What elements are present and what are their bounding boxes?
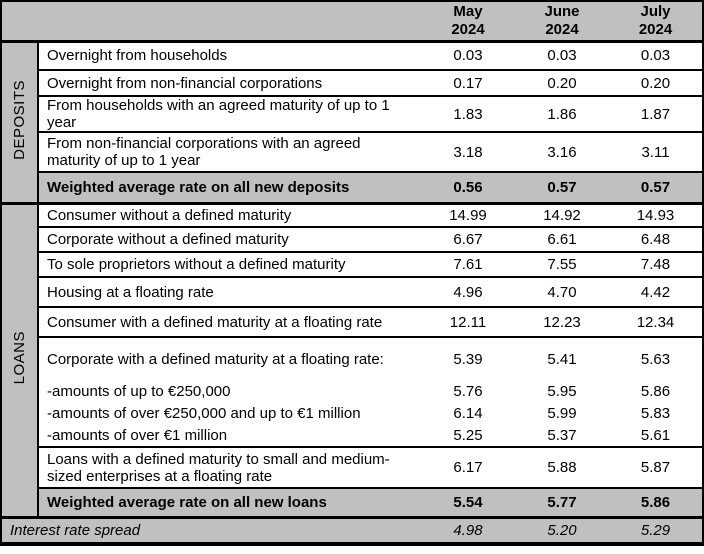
column-header-june	[515, 1, 609, 41]
rate-value: 4.70	[547, 283, 577, 301]
column-month: May	[453, 2, 483, 20]
rate-value: 0.20	[640, 74, 671, 92]
section-label-text: DEPOSITS	[11, 80, 28, 160]
rate-value: 6.67	[453, 231, 483, 248]
sub-row-label: -amounts of over €1 million	[47, 426, 228, 444]
rate-value: 0.57	[609, 172, 703, 203]
rate-value-stack	[609, 337, 703, 447]
rate-value: 1.87	[640, 105, 671, 123]
table-row-corporate-block	[1, 337, 703, 447]
rate-value: 0.03	[547, 47, 577, 65]
rate-value-stack	[515, 337, 609, 447]
rate-value-stack	[421, 337, 515, 447]
rate-value: 5.20	[515, 517, 609, 544]
table-row	[1, 227, 703, 252]
row-label	[38, 337, 421, 447]
rate-value: 5.63	[640, 350, 671, 368]
rate-value: 0.17	[453, 74, 483, 92]
table-row	[1, 41, 703, 70]
rate-value: 4.42	[640, 283, 671, 301]
rate-value: 0.03	[453, 47, 483, 65]
table-header-row	[1, 1, 703, 41]
rate-value: 1.83	[453, 105, 483, 123]
header-empty-cell	[1, 1, 421, 41]
rate-value: 0.20	[547, 74, 577, 92]
rate-value: 7.48	[640, 256, 671, 273]
rate-value: 5.61	[640, 426, 671, 444]
row-label: Consumer without a defined maturity	[47, 206, 292, 224]
rate-value: 5.95	[547, 382, 577, 400]
rate-value: 12.34	[636, 313, 675, 331]
table-row	[1, 96, 703, 132]
rate-value: 5.39	[453, 350, 483, 368]
row-label: Consumer with a defined maturity at a floating rate	[47, 313, 383, 331]
rate-value: 12.11	[449, 313, 487, 331]
row-label: From non-financial corporations with an agreed maturity of up to 1 year	[47, 135, 361, 169]
rate-value: 5.86	[640, 382, 671, 400]
table-row	[1, 203, 703, 227]
rate-value: 5.37	[547, 426, 577, 444]
rate-value: 5.76	[453, 382, 483, 400]
rate-value: 6.61	[547, 231, 577, 248]
rate-value: 7.61	[453, 256, 483, 273]
rate-value: 5.77	[515, 488, 609, 517]
rate-value: 1.86	[547, 105, 577, 123]
summary-row-loans	[1, 488, 703, 517]
section-label-loans	[1, 203, 38, 517]
rate-value: 14.93	[636, 206, 675, 224]
interest-rate-spread-row	[1, 517, 703, 544]
column-month: June	[544, 2, 580, 20]
rate-value: 5.87	[640, 459, 671, 476]
rate-value: 5.83	[640, 404, 671, 422]
row-label: Housing at a floating rate	[47, 283, 214, 301]
rate-value: 6.17	[453, 459, 483, 476]
rate-value: 6.48	[640, 231, 671, 248]
column-header-may	[421, 1, 515, 41]
row-label: To sole proprietors without a defined maturity	[47, 256, 346, 273]
rate-value: 4.98	[421, 517, 515, 544]
rate-value: 6.14	[453, 404, 483, 422]
rate-value: 14.99	[449, 206, 487, 224]
row-label: Overnight from households	[47, 47, 228, 65]
table-row	[1, 70, 703, 96]
summary-row-deposits	[1, 172, 703, 203]
corporate-floating-label: Corporate with a defined maturity at a floating rate:	[47, 350, 384, 368]
column-year: 2024	[451, 20, 485, 38]
row-label: From households with an agreed maturity of up to 1 year	[47, 97, 390, 131]
rate-value: 0.03	[640, 47, 671, 65]
sub-row-label: -amounts of over €250,000 and up to €1 million	[47, 404, 361, 422]
column-month: July	[640, 2, 671, 20]
table-row	[1, 307, 703, 337]
row-label: Interest rate spread	[1, 517, 421, 544]
column-year: 2024	[545, 20, 579, 38]
rate-value: 5.99	[547, 404, 577, 422]
section-label-deposits	[1, 41, 38, 203]
rate-value: 5.54	[421, 488, 515, 517]
table-row	[1, 447, 703, 488]
rate-value: 5.86	[609, 488, 703, 517]
rate-value: 5.88	[547, 459, 577, 476]
column-year: 2024	[638, 20, 673, 38]
rate-value: 5.25	[453, 426, 483, 444]
rate-value: 14.92	[543, 206, 581, 224]
rate-value: 3.16	[547, 143, 577, 161]
table-row	[1, 277, 703, 307]
rate-value: 0.56	[421, 172, 515, 203]
section-label-text: LOANS	[11, 331, 28, 385]
rate-value: 4.96	[453, 283, 483, 301]
table-row	[1, 132, 703, 172]
row-label: Weighted average rate on all new deposits	[38, 172, 421, 203]
rate-value: 5.29	[609, 517, 703, 544]
rate-value: 3.11	[641, 143, 670, 161]
rate-value: 3.18	[453, 143, 483, 161]
row-label: Loans with a defined maturity to small and medium-sized enterprises at a floating rate	[47, 450, 390, 485]
row-label: Overnight from non-financial corporations	[47, 74, 323, 92]
table-row	[1, 252, 703, 277]
rate-value: 5.41	[547, 350, 577, 368]
rate-value: 7.55	[547, 256, 577, 273]
sub-row-label: -amounts of up to €250,000	[47, 382, 231, 400]
row-label: Corporate without a defined maturity	[47, 231, 289, 248]
row-label: Weighted average rate on all new loans	[38, 488, 421, 517]
rate-value: 0.57	[515, 172, 609, 203]
column-header-july	[609, 1, 703, 41]
rate-value: 12.23	[543, 313, 581, 331]
